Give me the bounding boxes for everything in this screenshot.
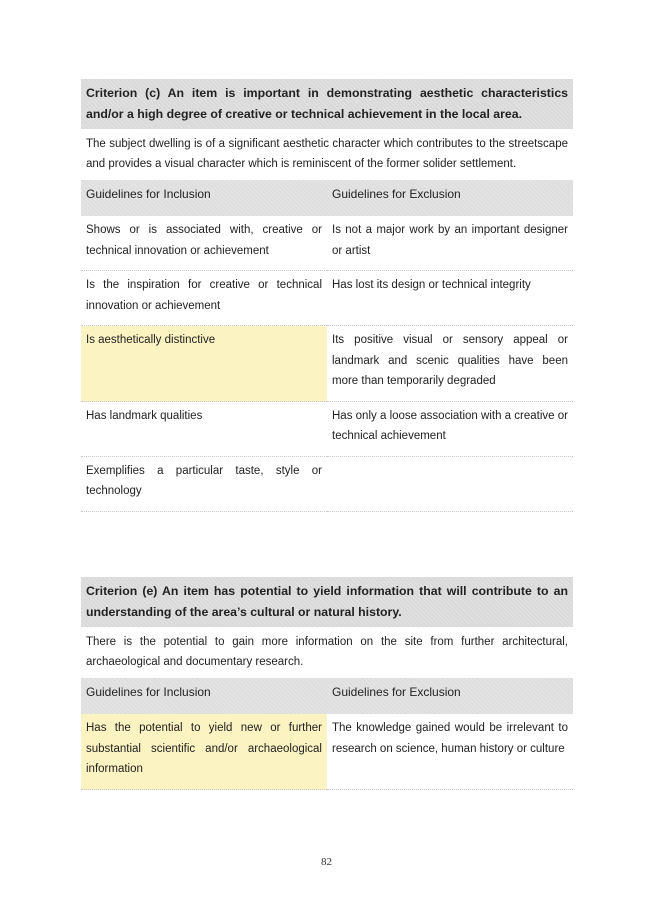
criterion-c-table — [81, 180, 573, 512]
criterion-e-table — [81, 678, 573, 790]
exclusion-cell: Has lost its design or technical integrity — [327, 271, 573, 326]
inclusion-header: Guidelines for Inclusion — [81, 180, 327, 216]
criterion-e-heading: Criterion (e) An item has potential to yield information that will contribute to an understanding of the area’s cultural or natural history. — [81, 577, 573, 627]
inclusion-header: Guidelines for Inclusion — [81, 678, 327, 714]
exclusion-cell: The knowledge gained would be irrelevant to research on science, human history or culture — [327, 714, 573, 790]
exclusion-cell: Its positive visual or sensory appeal or landmark and scenic qualities have been more than temporarily degraded — [327, 326, 573, 402]
exclusion-header: Guidelines for Exclusion — [327, 678, 573, 714]
criterion-c-heading: Criterion (c) An item is important in demonstrating aesthetic characteristics and/or a high degree of creative or technical achievement in the local area. — [81, 79, 573, 129]
exclusion-cell — [327, 457, 573, 512]
exclusion-cell: Is not a major work by an important designer or artist — [327, 216, 573, 271]
inclusion-cell: Has landmark qualities — [81, 402, 327, 457]
inclusion-cell: Is the inspiration for creative or technical innovation or achievement — [81, 271, 327, 326]
criterion-e-body: There is the potential to gain more information on the site from further architectural, archaeological and documentary research. — [86, 636, 568, 668]
criterion-c-section — [81, 79, 573, 512]
exclusion-cell: Has only a loose association with a creative or technical achievement — [327, 402, 573, 457]
criterion-c-body: The subject dwelling is of a significant aesthetic character which contributes to the streetscape and provides a visual character which is reminiscent of the former solider settlement. — [86, 138, 568, 170]
inclusion-cell: Exemplifies a particular taste, style or technology — [81, 457, 327, 512]
criterion-e-section — [81, 577, 573, 790]
exclusion-header: Guidelines for Exclusion — [327, 180, 573, 216]
inclusion-cell-highlighted: Has the potential to yield new or further substantial scientific and/or archaeological information — [81, 714, 327, 790]
inclusion-cell: Shows or is associated with, creative or technical innovation or achievement — [81, 216, 327, 271]
inclusion-cell-highlighted: Is aesthetically distinctive — [81, 326, 327, 402]
page-number: 82 — [321, 856, 332, 868]
